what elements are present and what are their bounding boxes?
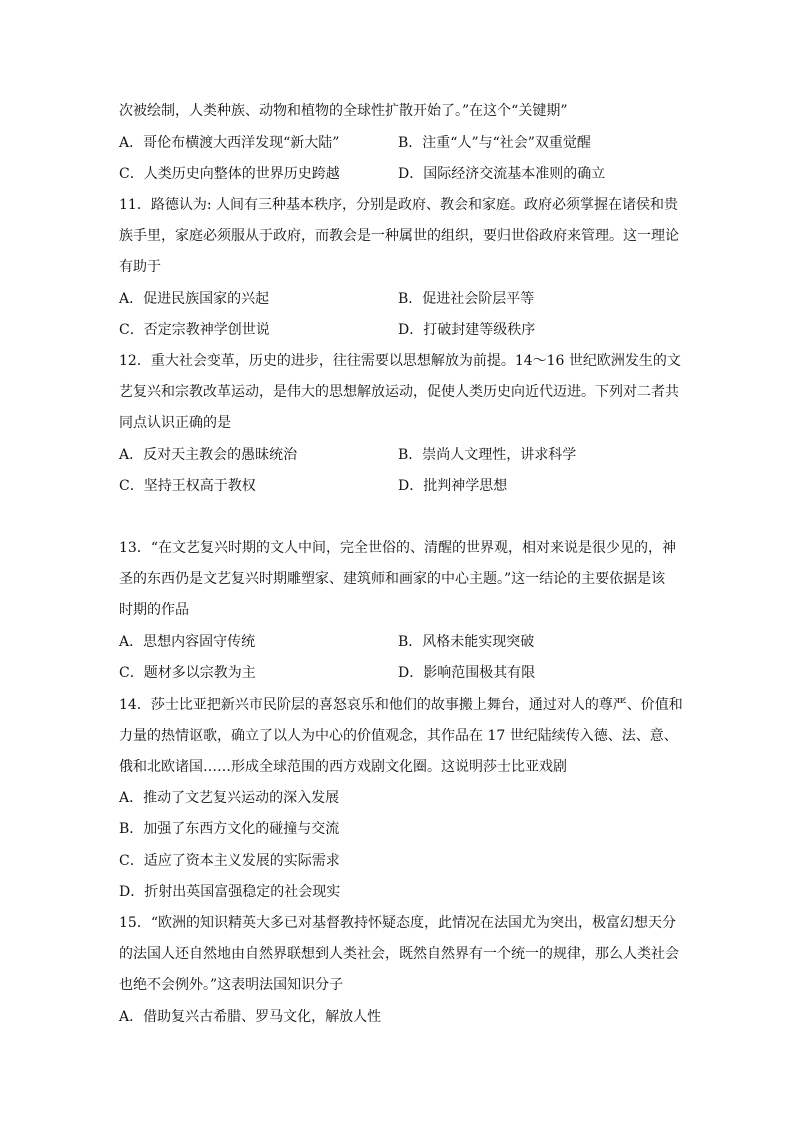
q15-stem-line-3: 也绝不会例外。”这表明法国知识分子 [119, 977, 344, 993]
q13-stem-line-2: 圣的东西仍是文艺复兴时期雕塑家、建筑师和画家的中心主题。”这一结论的主要依据是该 [119, 571, 666, 587]
q11-option-c: C．否定宗教神学创世说 [119, 322, 270, 338]
q12-stem-line-1: 12．重大社会变革，历史的进步，往往需要以思想解放为前提。14～16 世纪欧洲发生的文 [119, 353, 681, 369]
q12-option-d: D．批判神学思想 [398, 478, 508, 494]
q13-option-c: C．题材多以宗教为主 [119, 665, 256, 681]
q15-option-a: A．借助复兴古希腊、罗马文化，解放人性 [119, 1009, 382, 1025]
q11-option-d: D．打破封建等级秩序 [398, 322, 536, 338]
q12-option-c: C．坚持王权高于教权 [119, 478, 256, 494]
q14-option-b: B．加强了东西方文化的碰撞与交流 [119, 821, 340, 837]
q14-option-d: D．折射出英国富强稳定的社会现实 [119, 884, 341, 900]
q11-option-b: B．促进社会阶层平等 [398, 291, 535, 307]
q10-option-d: D．国际经济交流基本准则的确立 [398, 166, 606, 182]
q12-option-a: A．反对天主教会的愚昧统治 [119, 447, 298, 463]
q13-stem-line-1: 13．“在文艺复兴时期的文人中间，完全世俗的、清醒的世界观，相对来说是很少见的，神 [119, 540, 676, 556]
q15-stem-line-2: 的法国人还自然地由自然界联想到人类社会，既然自然界有一个统一的规律，那么人类社会 [119, 946, 679, 962]
q13-stem-line-3: 时期的作品 [119, 602, 189, 618]
q11-stem-line-1: 11．路德认为: 人间有三种基本秩序，分别是政府、教会和家庭。政府必须掌握在诸侯和贵 [119, 197, 678, 213]
q13-option-b: B．风格未能实现突破 [398, 634, 535, 650]
q12-stem-line-3: 同点认识正确的是 [119, 415, 231, 431]
q10-option-c: C．人类历史向整体的世界历史跨越 [119, 166, 340, 182]
q15-stem-line-1: 15．“欧洲的知识精英大多已对基督教持怀疑态度，此情况在法国尤为突出，极富幻想天分 [119, 915, 676, 931]
q14-stem-line-3: 俄和北欧诸国……形成全球范围的西方戏剧文化圈。这说明莎士比亚戏剧 [119, 759, 567, 775]
q14-stem-line-1: 14．莎士比亚把新兴市民阶层的喜怒哀乐和他们的故事搬上舞台，通过对人的尊严、价值和 [119, 697, 683, 713]
q14-option-c: C．适应了资本主义发展的实际需求 [119, 853, 340, 869]
q14-option-a: A．推动了文艺复兴运动的深入发展 [119, 790, 340, 806]
q10-option-a: A．哥伦布横渡大西洋发现“新大陆” [119, 135, 340, 151]
q10-stem-line: 次被绘制，人类种族、动物和植物的全球性扩散开始了。”在这个“关键期” [119, 103, 568, 119]
q14-stem-line-2: 力量的热情讴歌，确立了以人为中心的价值观念，其作品在 17 世纪陆续传入德、法、意、 [119, 728, 678, 744]
q10-option-b: B．注重“人”与“社会”双重觉醒 [398, 135, 591, 151]
q13-option-d: D．影响范围极其有限 [398, 665, 536, 681]
q11-option-a: A．促进民族国家的兴起 [119, 291, 270, 307]
q11-stem-line-3: 有助于 [119, 259, 161, 275]
q13-option-a: A．思想内容固守传统 [119, 634, 256, 650]
q12-option-b: B．崇尚人文理性，讲求科学 [398, 447, 577, 463]
q12-stem-line-2: 艺复兴和宗教改革运动，是伟大的思想解放运动，促使人类历史向近代迈进。下列对二者共 [119, 384, 679, 400]
q11-stem-line-2: 族手里，家庭必须服从于政府，而教会是一种属世的组织，要归世俗政府来管理。这一理论 [119, 228, 679, 244]
